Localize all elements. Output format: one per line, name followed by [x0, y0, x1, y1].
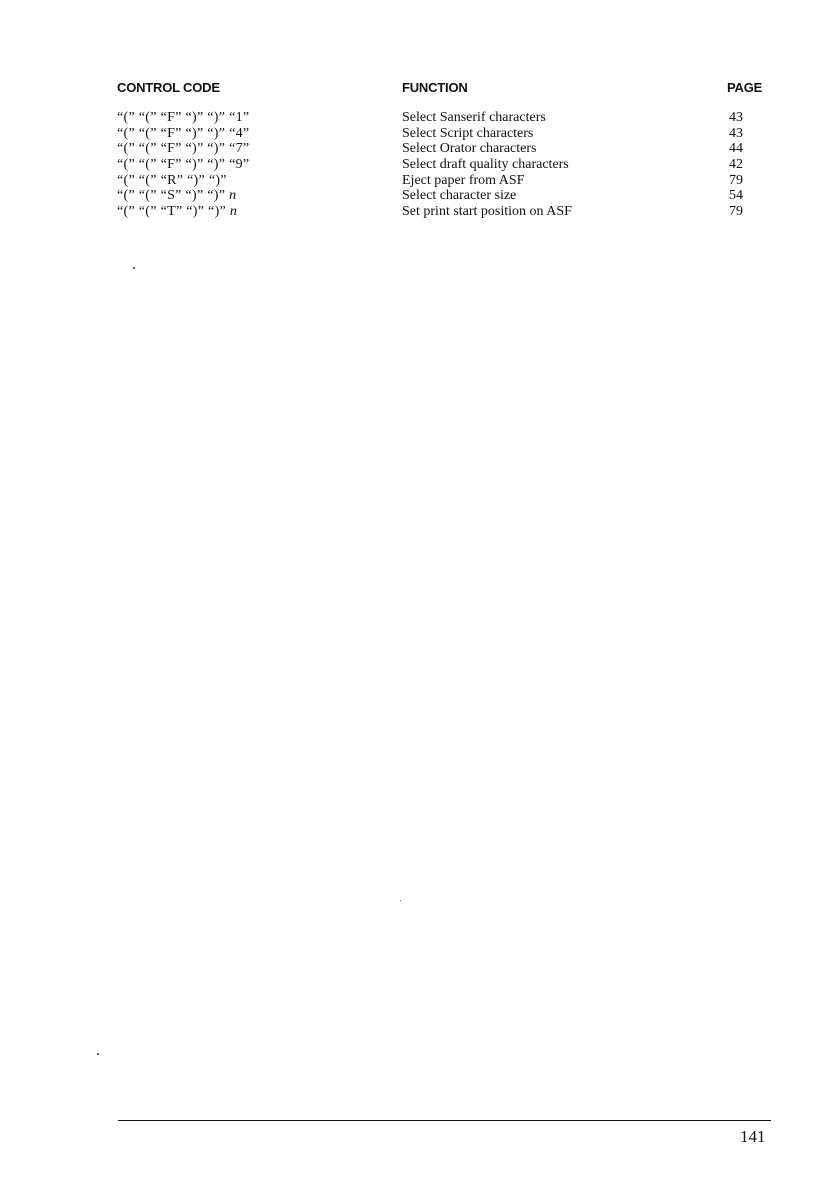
control-code-cell: “(” “(” “R” “)” “)” — [117, 172, 227, 188]
table-row — [0, 188, 838, 204]
function-cell: Select Script characters — [402, 125, 534, 141]
parameter-n: n — [229, 204, 238, 220]
function-cell: Set print start position on ASF — [402, 204, 572, 220]
header-page: PAGE — [727, 80, 763, 95]
page-cell: 43 — [729, 125, 743, 141]
function-cell: Select Sanserif characters — [402, 110, 546, 125]
page-cell: 79 — [729, 204, 743, 220]
scan-speck — [133, 267, 135, 269]
page-cell: 43 — [729, 110, 743, 125]
parameter-n: n — [229, 188, 237, 204]
page-cell: 44 — [729, 141, 743, 157]
function-cell: Select character size — [402, 188, 517, 204]
scan-speck — [400, 900, 401, 901]
page-cell: 54 — [729, 188, 743, 204]
control-code-cell: “(” “(” “T” “)” “)” n — [117, 204, 238, 220]
control-code-cell: “(” “(” “F” “)” “)” “7” — [117, 141, 250, 157]
control-code-cell: “(” “(” “F” “)” “)” “9” — [117, 157, 250, 173]
table-row — [0, 126, 838, 142]
table-row — [0, 173, 838, 189]
function-cell: Select Orator characters — [402, 141, 537, 157]
table-row — [0, 157, 838, 173]
table-row — [0, 141, 838, 157]
function-cell: Select draft quality characters — [402, 157, 569, 173]
function-cell: Eject paper from ASF — [402, 172, 525, 188]
header-function: FUNCTION — [402, 80, 468, 95]
footer-rule — [118, 1120, 771, 1121]
header-control-code: CONTROL CODE — [117, 80, 220, 95]
control-code-cell: “(” “(” “F” “)” “)” “1” — [117, 110, 250, 125]
scan-speck — [97, 1053, 99, 1055]
table-row — [0, 204, 838, 220]
control-code-table — [0, 110, 838, 220]
page-cell: 79 — [729, 172, 743, 188]
table-row — [0, 110, 838, 126]
page-cell: 42 — [729, 157, 743, 173]
control-code-cell: “(” “(” “S” “)” “)” n — [117, 188, 237, 204]
control-code-cell: “(” “(” “F” “)” “)” “4” — [117, 125, 250, 141]
page-number: 141 — [740, 1127, 766, 1146]
